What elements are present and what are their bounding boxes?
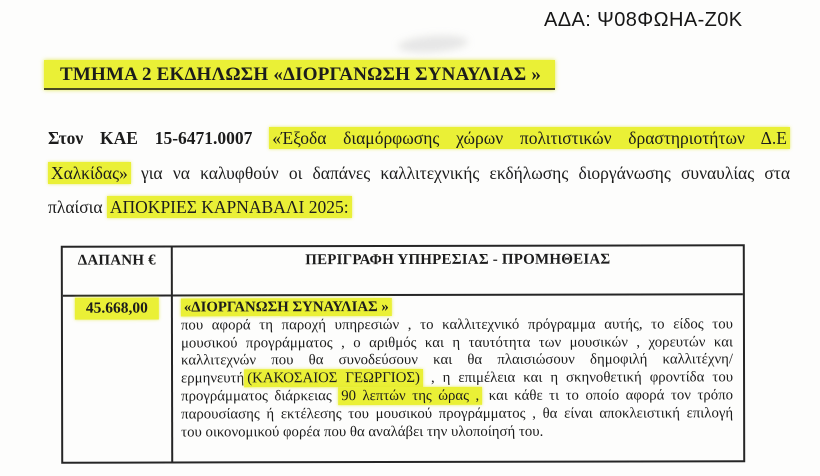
text-segment: που αφορά τη παροχή υπηρεσιών , το καλλιτεχνικό πρόγραμμα αυτής, το είδος του [180,316,733,334]
text-segment: καλλιτεχνών που θα συνοδεύσουν και θα πλαισιώσουν δημοφιλή καλλιτέχνη/ [180,351,734,369]
expense-table [61,244,745,463]
text-segment: παρουσίασης ή εκτέλεσης του μουσικού προγράμματος , θα είναι αποκλειστική επιλογή [181,405,734,423]
text-segment: Στον ΚΑΕ 15-6471.0007 [48,128,253,148]
scan-artifact [398,34,469,55]
highlighted-text: «ΔΙΟΡΓΑΝΩΣΗ ΣΥΝΑΥΛΙΑΣ » [181,298,392,316]
text-segment: ερμηνευτή [181,370,245,387]
text-segment: πλαίσια [48,197,107,218]
highlighted-text: Χαλκίδας» [48,162,131,184]
text-segment [252,128,269,148]
table-row [63,295,743,463]
text-line [181,334,733,353]
col-header-description: ΠΕΡΙΓΡΑΦΗ ΥΠΗΡΕΣΙΑΣ - ΠΡΟΜΗΘΕΙΑΣ [305,251,611,269]
text-line [48,156,790,191]
text-segment: μουσικού προγράμματος , ο αριθμός και η ταυτότητα των μουσικών , χορευτών και [180,333,733,352]
text-line [48,121,790,156]
text-line [181,423,733,442]
text-line [181,405,733,424]
highlighted-text: (ΚΑΚΟΣΑΙΟΣ ΓΕΩΡΓΙΟΣ) [244,369,423,387]
highlighted-text: «Έξοδα διαμόρφωσης χώρων πολιτιστικών δραστηριοτήτων Δ.Ε [269,127,790,149]
text-segment: , η επιμέλεια και η σκηνοθετική φροντίδα του [422,369,734,387]
text-segment: προγράμματος διάρκειας [181,388,339,405]
amount-value: 45.668,00 [75,298,159,320]
section-heading-text: ΤΜΗΜΑ 2 ΕΚΔΗΛΩΣΗ «ΔΙΟΡΓΑΝΩΣΗ ΣΥΝΑΥΛΙΑΣ » [44,60,555,90]
text-segment: και κάθε τι το οποίο αφορά τον τρόπο [482,387,734,404]
text-line [181,387,733,406]
table-header-row [63,246,743,296]
highlighted-text: ΑΠΟΚΡΙΕΣ ΚΑΡΝΑΒΑΛΙ 2025: [107,196,352,218]
text-segment: του οικονομικού φορέα που θα αναλάβει την υλοποίησή του. [181,423,544,441]
text-line [48,190,790,225]
highlighted-text: 90 λεπτών της ώρας , [338,387,482,405]
text-line [181,352,733,371]
text-line [181,316,733,335]
ada-code: ΑΔΑ: Ψ08ΦΩΗΑ-Ζ0Κ [544,9,743,31]
amount-cell [63,296,173,463]
col-header-expense: ΔΑΠΑΝΗ € [63,247,173,294]
section-heading [44,60,555,90]
intro-paragraph [48,121,790,225]
text-line [181,298,733,317]
text-segment: για να καλυφθούν οι δαπάνες καλλιτεχνικής εκδήλωσης διοργάνωσης συναυλίας στα [130,162,790,183]
description-cell [173,295,743,463]
text-line [181,369,733,388]
